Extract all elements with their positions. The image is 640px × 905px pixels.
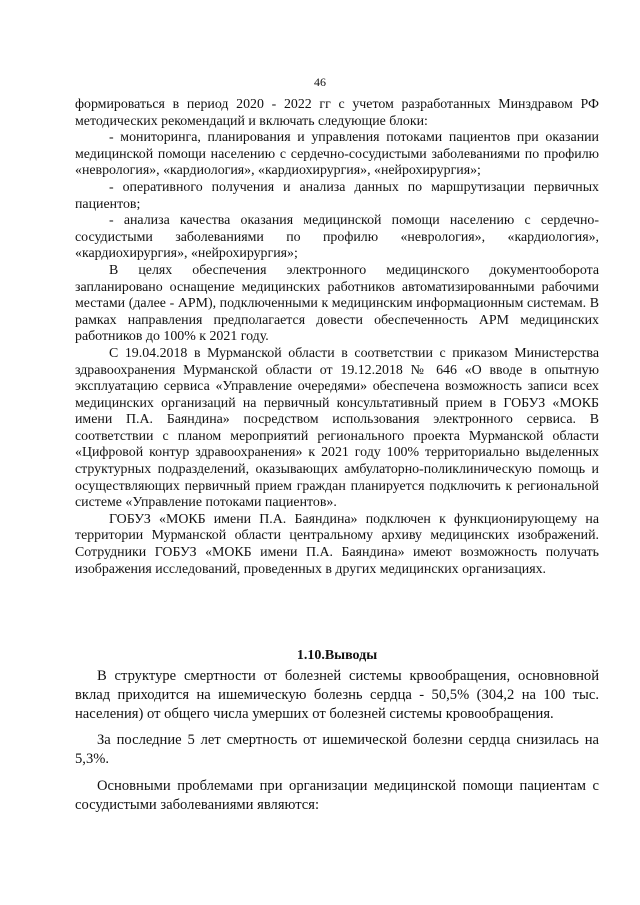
paragraph-mortality-trend: За последние 5 лет смертность от ишемической болезни сердца снизилась на 5,3%.: [75, 732, 599, 768]
list-item-routing-data: - оперативного получения и анализа данных по маршрутизации первичных пациентов;: [75, 179, 599, 212]
page-number: 46: [314, 75, 326, 89]
paragraph-arm: В целях обеспечения электронного медицинского документооборота запланировано оснащение медицинских работников автоматизированными рабочими местами (далее - АРМ), подключенными к медицинским информационным системам. В рамках направления предполагается довести обеспеченность АРМ медицинских работников до 100% к 2021 году.: [75, 262, 599, 345]
paragraph-queue-service: С 19.04.2018 в Мурманской области в соответствии с приказом Министерства здравоохранения Мурманской области от 19.12.2018 № 646 «О вводе в опытную эксплуатацию сервиса «Управление очередями» обеспечена возможность записи всех медицинских организаций на первичный консультативный прием в ГОБУЗ «МОКБ имени П.А. Баяндина» посредством использования электронного сервиса. В соответствии с планом мероприятий регионального проекта Мурманской области «Цифровой контур здравоохранения» к 2021 году 100% территориально выделенных структурных подразделений, оказывающих амбулаторно-поликлиническую помощь и осуществляющих первичный прием граждан планируется подключить к региональной системе «Управление потоками пациентов».: [75, 345, 599, 511]
conclusions-section: [75, 648, 599, 815]
paragraph-image-archive: ГОБУЗ «МОКБ имени П.А. Баяндина» подключен к функционирующему на территории Мурманской области центральному архиву медицинских изображений. Сотрудники ГОБУЗ «МОКБ имени П.А. Баяндина» имеют возможность получать изображения исследований, проведенных в других медицинских организациях.: [75, 511, 599, 577]
paragraph-intro: формироваться в период 2020 - 2022 гг с учетом разработанных Минздравом РФ методических рекомендаций и включать следующие блоки:: [75, 97, 599, 129]
list-item-quality-analysis: - анализа качества оказания медицинской помощи населению с сердечно-сосудистыми заболеваниями по профилю «неврология», «кардиология», «кардиохирургия», «нейрохирургия»;: [75, 213, 599, 262]
document-body: [75, 97, 599, 578]
section-heading: 1.10.Выводы: [296, 648, 378, 663]
paragraph-problems-intro: Основными проблемами при организации медицинской помощи пациентам с сосудистыми заболеваниями являются:: [75, 777, 599, 813]
list-item-monitoring: - мониторинга, планирования и управления потоками пациентов при оказании медицинской помощи населению с сердечно-сосудистыми заболеваниями по профилю «неврология», «кардиология», «кардиохирургия», «нейрохирургия»;: [75, 130, 599, 179]
paragraph-mortality-structure: В структуре смертности от болезней системы крвообращения, основновной вклад приходится на ишемическую болезнь сердца - 50,5% (304,2 на 100 тыс. населения) от общего числа умерших от болезней системы кровообращения.: [75, 668, 599, 722]
